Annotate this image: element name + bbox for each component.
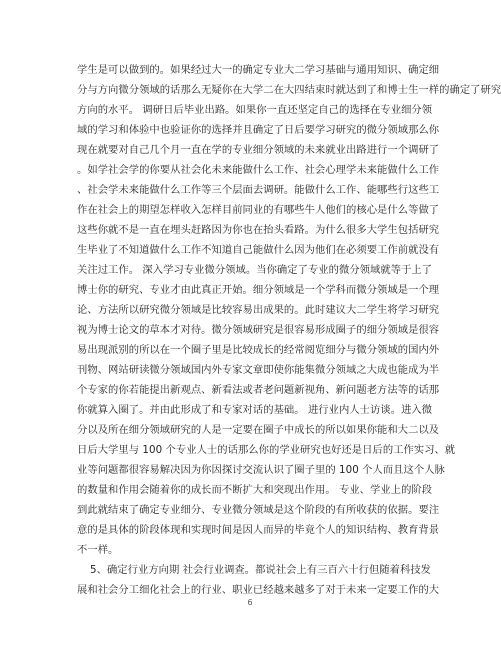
body-text-line: 你就算入圈了。并由此形成了和专家对话的基础。 进行业内人士访谈。进入微 [77, 404, 433, 416]
body-text-line: 这些你就不是一直在埋头赶路因为你也在抬头看路。为什么很多大学生包括研究 [77, 224, 440, 236]
body-text-line: 刊物、网站研读微分领域国内外专家文章即使你能集微分领域之大成也能成为半 [77, 364, 440, 376]
body-text-line: 展和社会分工细化社会上的行业、职业已经越来越多了对于未来一定要工作的大 [77, 584, 440, 596]
body-text-line: 的数量和作用会随着你的成长而不断扩大和突现出作用。 专业、学业上的阶段 [77, 484, 433, 496]
body-text-line: 不一样。 [77, 544, 119, 556]
body-text-line: 方向的水平。 调研日后毕业出路。如果你一直还坚定自己的选择在专业细分领 [77, 104, 433, 116]
body-text-line: 学生是可以做到的。如果经过大一的确定专业大二学习基础与通用知识、确定细 [77, 64, 440, 76]
body-text-line: 现在就要对自己几个月一直在学的专业细分领域的未来就业出路进行一个调研了 [77, 144, 440, 156]
body-text-line: 业等问题都很容易解决因为你因探讨交流认识了圈子里的 100 个人而且这个人脉 [77, 464, 445, 476]
body-text-line: 易出现派别的所以在一个圈子里是比较成长的经常阅览细分与微分领域的国内外 [77, 344, 440, 356]
body-text-line: 生毕业了不知道做什么工作不知道自己能做什么因为他们在必须要工作前就没有 [77, 244, 440, 256]
body-text-line: 论、方法所以研究微分领域是比较容易出成果的。此时建议大二学生将学习研究 [77, 304, 440, 316]
body-text-line: 视为博士论文的草本才对待。微分领域研究是很容易形成圈子的细分领域是很容 [77, 324, 440, 336]
body-text-line: 意的是具体的阶段体现和实现时间是因人而异的毕竟个人的知识结构、教育背景 [77, 524, 440, 536]
body-text-line: 作在社会上的期望怎样收入怎样目前同业的有哪些牛人他们的核心是什么等做了 [77, 204, 440, 216]
body-text-line: 。如学社会学的你要从社会化未来能做什么工作、社会心理学未来能做什么工作 [77, 164, 440, 176]
body-text-line: 域的学习和体验中也验证你的选择并且确定了日后要学习研究的微分领域那么你 [77, 124, 440, 136]
body-text-line: 分以及所在细分领域研究的人是一定要在圈子中成长的所以如果你能和大二以及 [77, 424, 440, 436]
page-number: 6 [247, 598, 253, 607]
body-text-line: 、社会学未来能做什么工作等三个层面去调研。能做什么工作、能哪些行这些工 [77, 184, 440, 196]
body-text-line: 博士你的研究、专业才由此真正开始。细分领域是一个学科而微分领域是一个理 [77, 284, 440, 296]
body-text-line: 分与方向微分领域的话那么无疑你在大学二在大四结束时就达到了和博士生一样的确定了研究 [77, 84, 501, 96]
body-text-line: 到此就结束了确定专业细分、专业微分领域是这个阶段的有所收获的依据。要注 [77, 504, 440, 516]
section-heading-line: 5、确定行业方向期 社会行业调查。都说社会上有三百六十行但随着科技发 [90, 564, 432, 576]
body-text-line: 关注过工作。 深入学习专业微分领域。当你确定了专业的微分领域就等于上了 [77, 264, 433, 276]
body-text-line: 个专家的你若能提出新观点、新看法或者老问题新视角、新问题老方法等的话那 [77, 384, 440, 396]
body-text-line: 日后大学里与 100 个专业人士的话那么你的学业研究也好还是日后的工作实习、就 [77, 444, 456, 456]
